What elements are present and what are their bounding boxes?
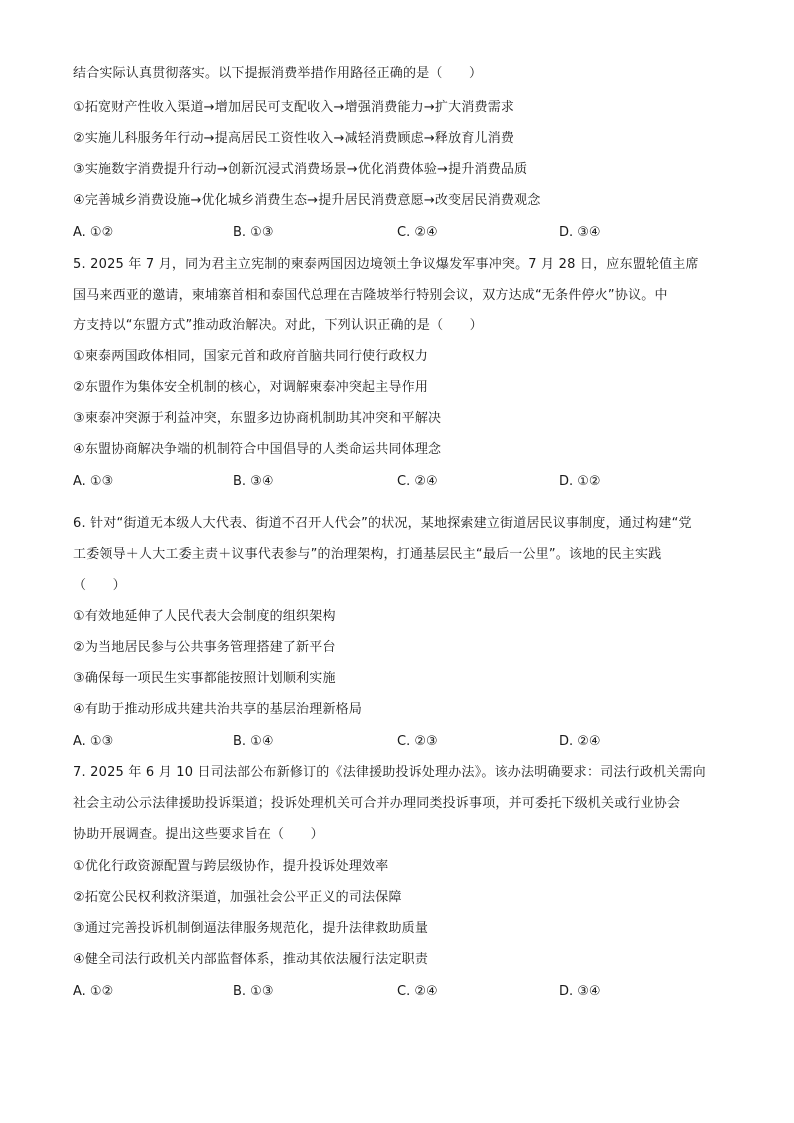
q6-stem-line-3: （ ） [73,578,126,593]
q7-item-4: ④健全司法行政机关内部监督体系，推动其依法履行法定职责 [73,952,429,967]
q5-item-3: ③柬泰冲突源于利益冲突，东盟多边协商机制助其冲突和平解决 [73,411,442,426]
q4-option-a: A. ①② [73,225,114,240]
q5-item-4: ④东盟协商解决争端的机制符合中国倡导的人类命运共同体理念 [73,442,442,457]
q7-item-3: ③通过完善投诉机制倒逼法律服务规范化，提升法律救助质量 [73,921,429,936]
q4-option-c: C. ②④ [397,225,438,240]
q4-option-d: D. ③④ [559,225,601,240]
q5-stem-line-2: 国马来西亚的邀请，柬埔寨首相和泰国代总理在吉隆坡举行特别会议，双方达成“无条件停火”协议。中 [73,288,668,303]
q7-stem-line-2: 社会主动公示法律援助投诉渠道；投诉处理机关可合并办理同类投诉事项，并可委托下级机关或行业协会 [73,796,681,811]
q5-option-b: B. ③④ [233,474,274,489]
q5-stem-line-3: 方支持以“东盟方式”推动政治解决。对此，下列认识正确的是（ ） [73,318,483,333]
q5-option-c: C. ②④ [397,474,438,489]
q5-stem-line-1: 5. 2025 年 7 月，同为君主立宪制的柬泰两国因边境领土争议爆发军事冲突。7 月 28 日，应东盟轮值主席 [73,257,699,272]
q6-option-d: D. ②④ [559,734,601,749]
q6-option-a: A. ①③ [73,734,114,749]
q6-item-2: ②为当地居民参与公共事务管理搭建了新平台 [73,640,336,655]
q6-option-c: C. ②③ [397,734,438,749]
q5-option-d: D. ①② [559,474,601,489]
q7-option-d: D. ③④ [559,984,601,999]
q6-stem-line-1: 6. 针对“街道无本级人大代表、街道不召开人代会”的状况，某地探索建立街道居民议事制度，通过构建“党 [73,516,692,531]
q5-options [73,474,723,490]
q4-item-3: ③实施数字消费提升行动→创新沉浸式消费场景→优化消费体验→提升消费品质 [73,162,528,177]
q7-stem-line-3: 协助开展调查。提出这些要求旨在（ ） [73,827,324,842]
q6-stem-line-2: 工委领导＋人大工委主责＋议事代表参与”的治理架构，打通基层民主“最后一公里”。该地的民主实践 [73,547,662,562]
q5-item-2: ②东盟作为集体安全机制的核心，对调解柬泰冲突起主导作用 [73,380,429,395]
q5-item-1: ①柬泰两国政体相同，国家元首和政府首脑共同行使行政权力 [73,349,429,364]
q4-item-4: ④完善城乡消费设施→优化城乡消费生态→提升居民消费意愿→改变居民消费观念 [73,193,541,208]
q6-item-4: ④有助于推动形成共建共治共享的基层治理新格局 [73,702,363,717]
q4-option-b: B. ①③ [233,225,274,240]
q5-option-a: A. ①③ [73,474,114,489]
q7-item-1: ①优化行政资源配置与跨层级协作，提升投诉处理效率 [73,859,389,874]
q4-item-1: ①拓宽财产性收入渠道→增加居民可支配收入→增强消费能力→扩大消费需求 [73,100,515,115]
q7-option-c: C. ②④ [397,984,438,999]
q6-item-1: ①有效地延伸了人民代表大会制度的组织架构 [73,609,336,624]
q6-option-b: B. ①④ [233,734,274,749]
q7-stem-line-1: 7. 2025 年 6 月 10 日司法部公布新修订的《法律援助投诉处理办法》。该办法明确要求：司法行政机关需向 [73,765,706,780]
q4-stem: 结合实际认真贯彻落实。以下提振消费举措作用路径正确的是（ ） [73,66,483,81]
q4-item-2: ②实施儿科服务年行动→提高居民工资性收入→减轻消费顾虑→释放育儿消费 [73,131,515,146]
q7-option-a: A. ①② [73,984,114,999]
q6-options [73,734,723,750]
q6-item-3: ③确保每一项民生实事都能按照计划顺利实施 [73,671,336,686]
q7-option-b: B. ①③ [233,984,274,999]
q4-options [73,225,723,241]
q7-options [73,984,723,1000]
q7-item-2: ②拓宽公民权利救济渠道，加强社会公平正义的司法保障 [73,890,402,905]
